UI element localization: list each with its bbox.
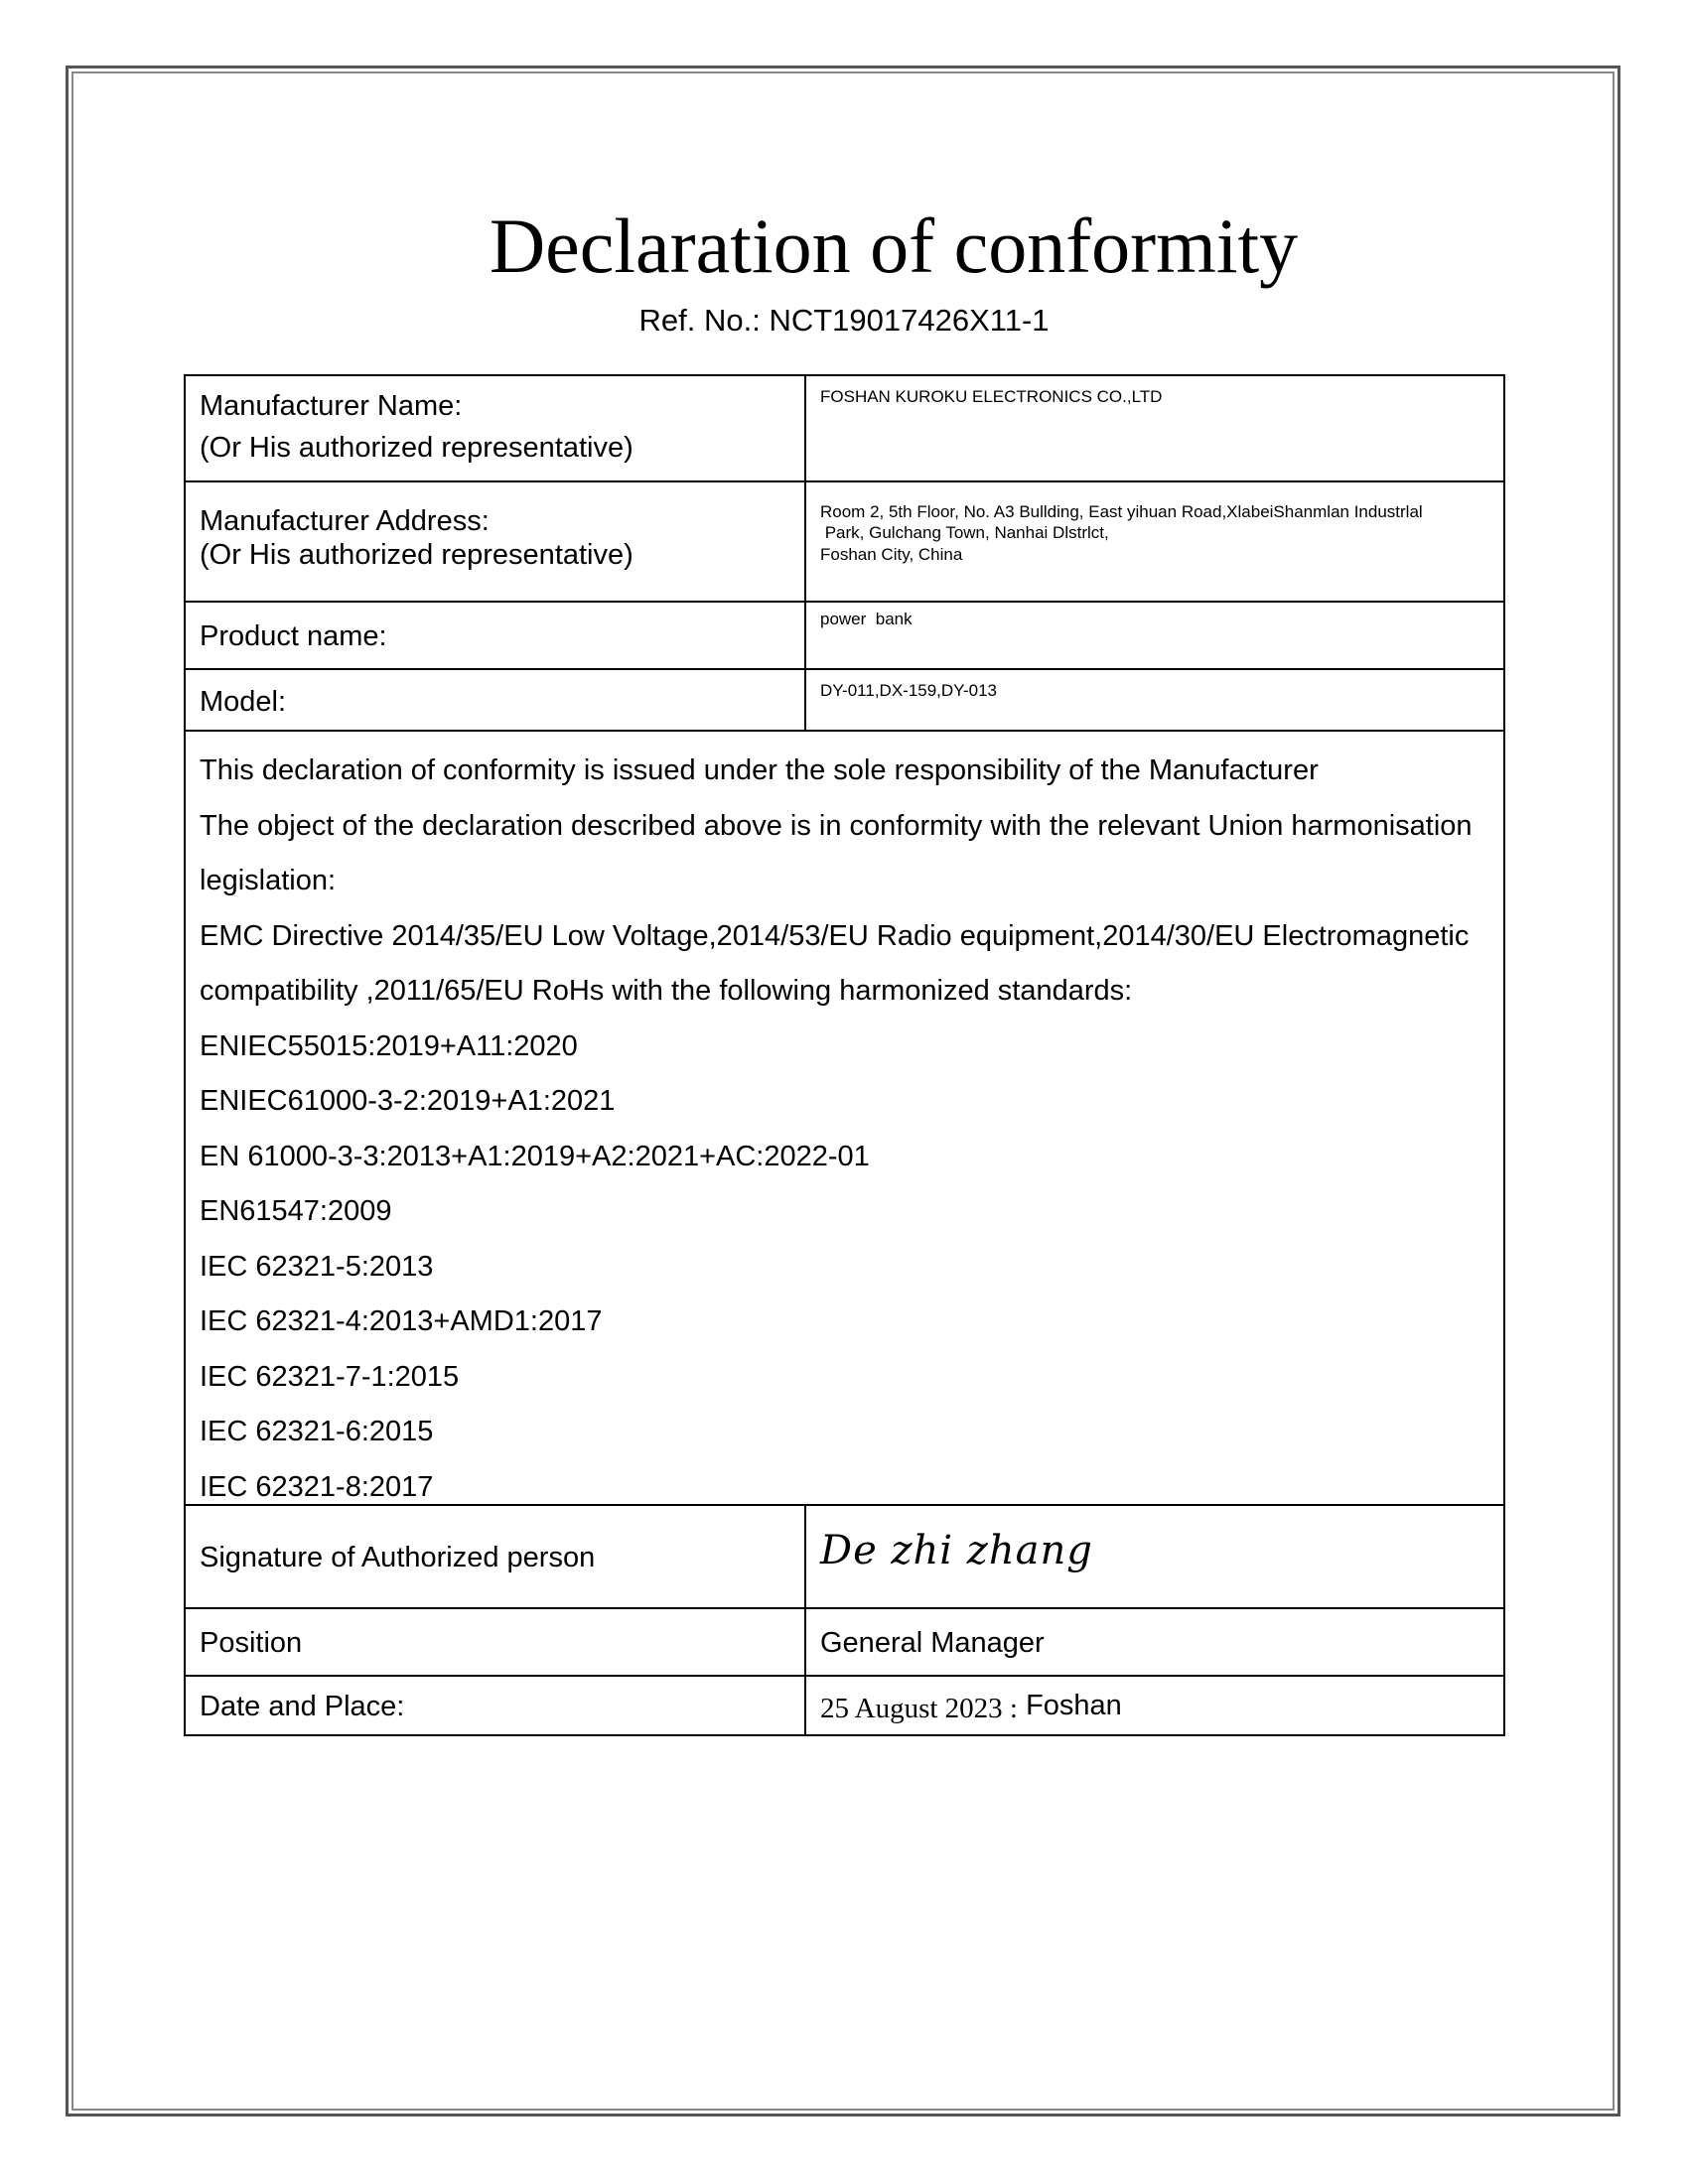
declaration-line: This declaration of conformity is issued under the sole responsibility of the Manufacturer — [200, 754, 1319, 786]
signature-label: Signature of Authorized person — [200, 1542, 596, 1573]
date-place-value-cell — [806, 1677, 1503, 1736]
model-value: DY-011,DX-159,DY-013 — [820, 681, 997, 700]
declaration-table — [184, 374, 1505, 1736]
standard-line: IEC 62321-8:2017 — [200, 1470, 434, 1503]
position-label: Position — [200, 1627, 303, 1659]
declaration-line: The object of the declaration described above is in conformity with the relevant Union harmonisation — [200, 809, 1473, 842]
standard-line: ENIEC55015:2019+A11:2020 — [200, 1029, 578, 1062]
address-line: Room 2, 5th Floor, No. A3 Bullding, East yihuan Road,XlabeiShanmlan Industrlal — [820, 502, 1423, 521]
handwritten-signature: De zhi zhang — [820, 1528, 1093, 1573]
date-value: 25 August 2023 : — [820, 1693, 1018, 1724]
place-value: Foshan — [1026, 1690, 1122, 1721]
declaration-line: compatibility ,2011/65/EU RoHs with the following harmonized standards: — [200, 975, 1133, 1007]
manufacturer-name-label: Manufacturer Name: — [200, 390, 463, 422]
model-row — [186, 670, 1503, 732]
standard-line: IEC 62321-5:2013 — [200, 1250, 434, 1283]
product-name-value-cell — [806, 603, 1503, 668]
model-label-cell — [186, 670, 806, 730]
ref-label: Ref. No.: — [638, 303, 761, 338]
declaration-line: EMC Directive 2014/35/EU Low Voltage,2014/53/EU Radio equipment,2014/30/EU Electromagnetic — [200, 919, 1470, 952]
position-value-cell — [806, 1609, 1503, 1675]
date-place-row — [186, 1677, 1503, 1736]
position-value: General Manager — [820, 1627, 1045, 1659]
standard-line: EN61547:2009 — [200, 1195, 392, 1227]
standard-line: EN 61000-3-3:2013+A1:2019+A2:2021+AC:2022-01 — [200, 1140, 870, 1172]
document-title: Declaration of conformity — [489, 203, 1299, 289]
manufacturer-address-sublabel: (Or His authorized representative) — [200, 539, 633, 571]
standard-line: IEC 62321-4:2013+AMD1:2017 — [200, 1305, 603, 1337]
product-name-row — [186, 603, 1503, 670]
date-place-label-cell — [186, 1677, 806, 1736]
date-place-label: Date and Place: — [200, 1691, 405, 1722]
manufacturer-address-label-cell — [186, 482, 806, 601]
position-row — [186, 1609, 1503, 1677]
manufacturer-name-label-cell — [186, 376, 806, 480]
model-label: Model: — [200, 686, 287, 718]
manufacturer-address-row — [186, 482, 1503, 603]
position-label-cell — [186, 1609, 806, 1675]
manufacturer-name-value: FOSHAN KUROKU ELECTRONICS CO.,LTD — [820, 387, 1163, 406]
address-line: Park, Gulchang Town, Nanhai Dlstrlct, — [820, 523, 1109, 542]
ref-value: NCT19017426X11-1 — [769, 303, 1050, 338]
declaration-body-row — [186, 732, 1503, 1506]
manufacturer-name-value-cell — [806, 376, 1503, 480]
standard-line: IEC 62321-6:2015 — [200, 1416, 434, 1447]
date-place-value — [820, 1689, 1122, 1728]
standard-line: IEC 62321-7-1:2015 — [200, 1360, 460, 1393]
manufacturer-name-sublabel: (Or His authorized representative) — [200, 432, 633, 464]
product-name-label: Product name: — [200, 620, 387, 652]
declaration-body — [200, 744, 1489, 1515]
product-name-label-cell — [186, 603, 806, 668]
standard-line: ENIEC61000-3-2:2019+A1:2021 — [200, 1085, 616, 1117]
declaration-line: legislation: — [200, 865, 337, 896]
reference-number — [0, 302, 1688, 340]
signature-row — [186, 1506, 1503, 1609]
manufacturer-name-row — [186, 376, 1503, 482]
manufacturer-address-label: Manufacturer Address: — [200, 505, 490, 537]
model-value-cell — [806, 670, 1503, 730]
manufacturer-address-value-cell — [806, 482, 1503, 601]
signature-label-cell — [186, 1506, 806, 1607]
address-line: Foshan City, China — [820, 545, 963, 564]
product-name-value: power bank — [820, 610, 913, 628]
signature-value-cell — [806, 1506, 1503, 1607]
